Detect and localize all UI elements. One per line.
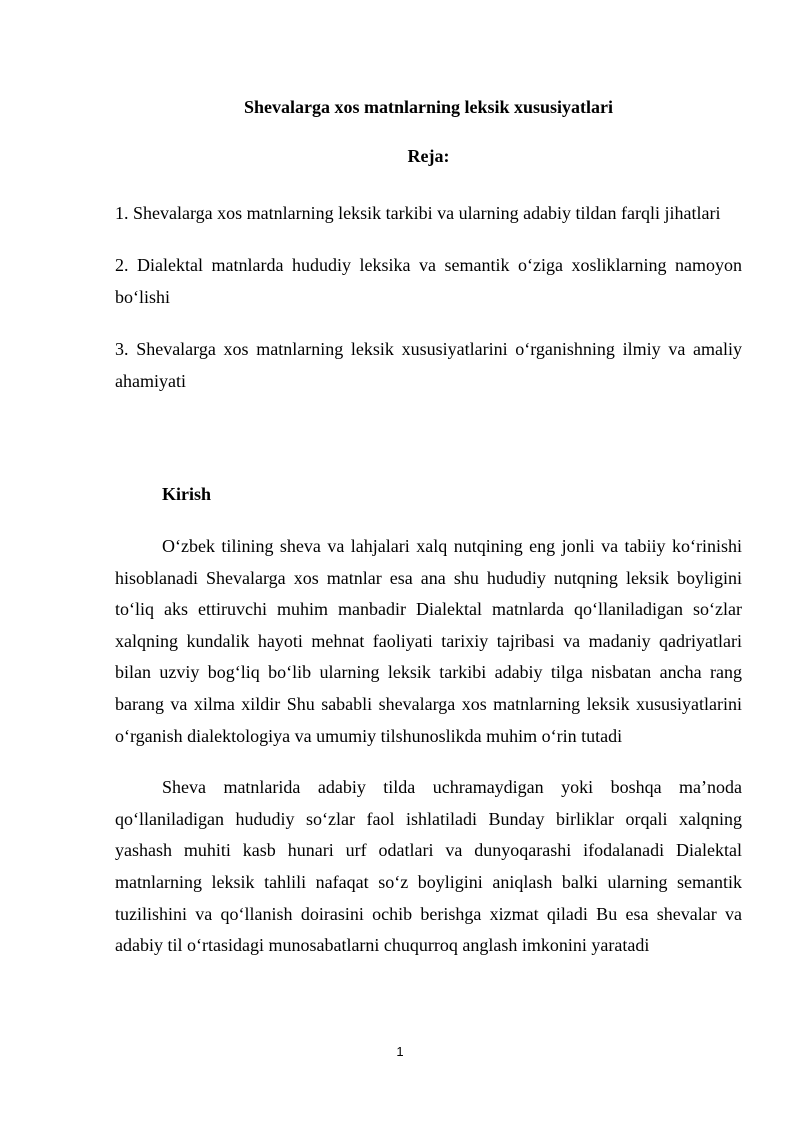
body-paragraph: Sheva matnlarida adabiy tilda uchramaydigan yoki boshqa ma’noda qo‘llaniladigan hududiy so‘zlar faol ishlatiladi Bunday birliklar orqali xalqning yashash muhiti kasb hunari urf odatlari va dunyoqarashi ifodalanadi Dialektal matnlarning leksik tahlili nafaqat so‘z boyligini aniqlash balki ularning semantik tuzilishini va qo‘llanish doirasini ochib berishga xizmat qiladi Bu esa shevalar va adabiy til o‘rtasidagi munosabatlarni chuqurroq anglash imkonini yaratadi [115,777,742,956]
intro-heading: Kirish [162,484,212,504]
document-page [115,93,742,962]
plan-item: 2. Dialektal matnlarda hududiy leksika va semantik o‘ziga xosliklarning namoyon bo‘lishi [115,255,742,307]
body-paragraph: O‘zbek tilining sheva va lahjalari xalq nutqining eng jonli va tabiiy ko‘rinishi hisoblanadi Shevalarga xos matnlar esa ana shu hududiy nutqning leksik boyligini to‘liq aks ettiruvchi muhim manbadir Dialektal matnlarda qo‘llaniladigan so‘zlar xalqning kundalik hayoti mehnat faoliyati tarixiy tajribasi va madaniy qadriyatlari bilan uzviy bog‘liq bo‘lib ularning leksik tarkibi adabiy tilga nisbatan ancha rang barang va xilma xildir Shu sababli shevalarga xos matnlarning leksik xususiyatlarini o‘rganish dialektologiya va umumiy tilshunoslikda muhim o‘rin tutadi [115,536,742,746]
document-title: Shevalarga xos matnlarning leksik xususiyatlari [243,97,614,117]
plan-item: 1. Shevalarga xos matnlarning leksik tarkibi va ularning adabiy tildan farqli jihatlari [115,203,721,223]
plan-item: 3. Shevalarga xos matnlarning leksik xususiyatlarini o‘rganishning ilmiy va amaliy ahamiyati [115,339,742,391]
plan-heading: Reja: [407,146,450,166]
page-number: 1 [396,1044,404,1059]
